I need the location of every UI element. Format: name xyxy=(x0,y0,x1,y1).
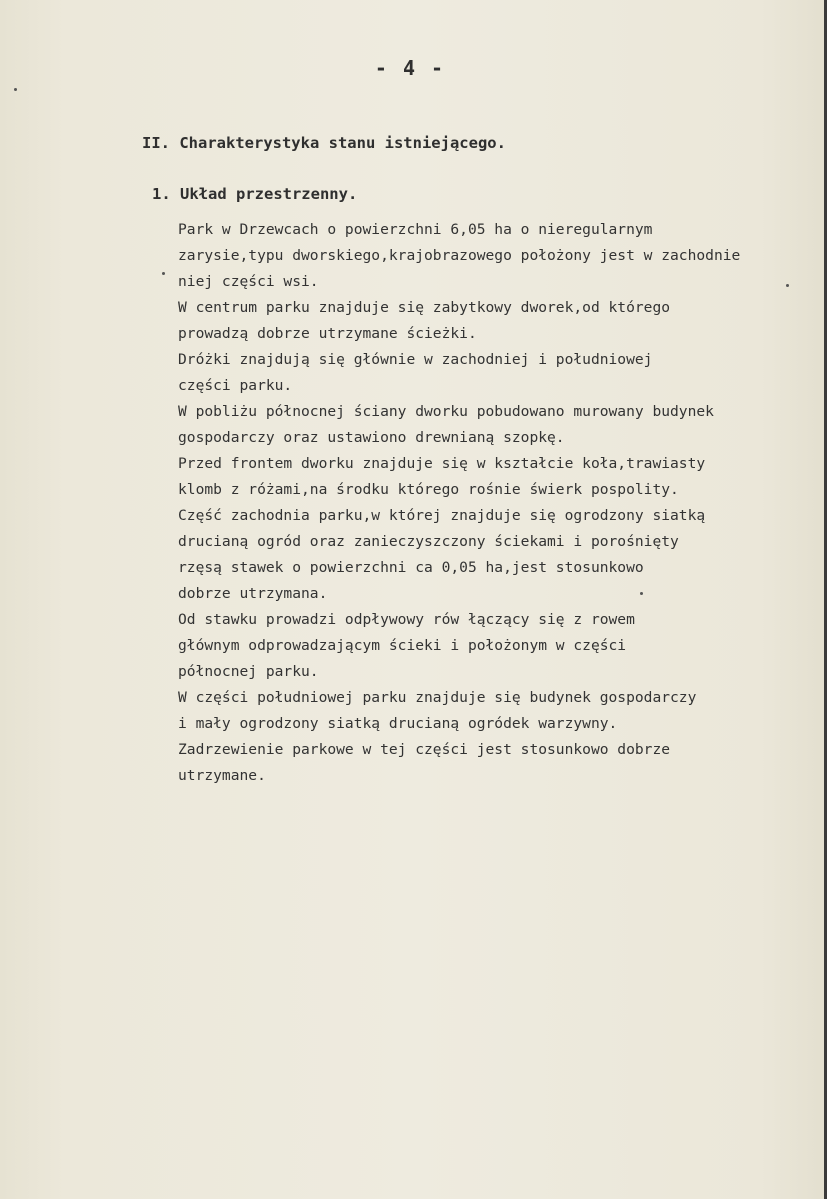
text-line: gospodarczy oraz ustawiono drewnianą szopkę. xyxy=(178,429,565,446)
text-line: Część zachodnia parku,w której znajduje się ogrodzony siatką xyxy=(178,507,706,524)
text-line: głównym odprowadzającym ścieki i położonym w części xyxy=(178,637,627,654)
text-line: części parku. xyxy=(178,377,293,394)
text-line: Zadrzewienie parkowe w tej części jest stosunkowo dobrze xyxy=(178,741,671,758)
text-line: zarysie,typu dworskiego,krajobrazowego położony jest w zachodnie xyxy=(178,247,741,264)
text-line: Park w Drzewcach o powierzchni 6,05 ha o nieregularnym xyxy=(178,221,653,238)
paper-speck xyxy=(162,272,165,275)
text-line: niej części wsi. xyxy=(178,273,319,290)
text-line: W centrum parku znajduje się zabytkowy dworek,od którego xyxy=(178,299,671,316)
text-line: Dróżki znajdują się głównie w zachodniej i południowej xyxy=(178,351,653,368)
text-line: klomb z różami,na środku którego rośnie świerk pospolity. xyxy=(178,481,679,498)
paper-speck xyxy=(640,592,643,595)
text-line: drucianą ogród oraz zanieczyszczony ściekami i porośnięty xyxy=(178,533,679,550)
text-line: i mały ogrodzony siatką drucianą ogródek warzywny. xyxy=(178,715,618,732)
section-heading: II. Charakterystyka stanu istniejącego. xyxy=(142,134,506,152)
text-line: rzęsą stawek o powierzchni ca 0,05 ha,jest stosunkowo xyxy=(178,559,644,576)
subsection-heading: 1. Układ przestrzenny. xyxy=(152,185,358,203)
page-number: - 4 - xyxy=(374,56,446,80)
text-line: Od stawku prowadzi odpływowy rów łączący się z rowem xyxy=(178,611,635,628)
text-line: utrzymane. xyxy=(178,767,266,784)
text-line: północnej parku. xyxy=(178,663,319,680)
paper-speck xyxy=(14,88,17,91)
text-line: W pobliżu północnej ściany dworku pobudowano murowany budynek xyxy=(178,403,714,420)
paper-speck xyxy=(786,284,789,287)
body-text xyxy=(178,217,818,789)
text-line: prowadzą dobrze utrzymane ścieżki. xyxy=(178,325,477,342)
text-line: dobrze utrzymana. xyxy=(178,585,328,602)
text-line: W części południowej parku znajduje się budynek gospodarczy xyxy=(178,689,697,706)
text-line: Przed frontem dworku znajduje się w kształcie koła,trawiasty xyxy=(178,455,706,472)
